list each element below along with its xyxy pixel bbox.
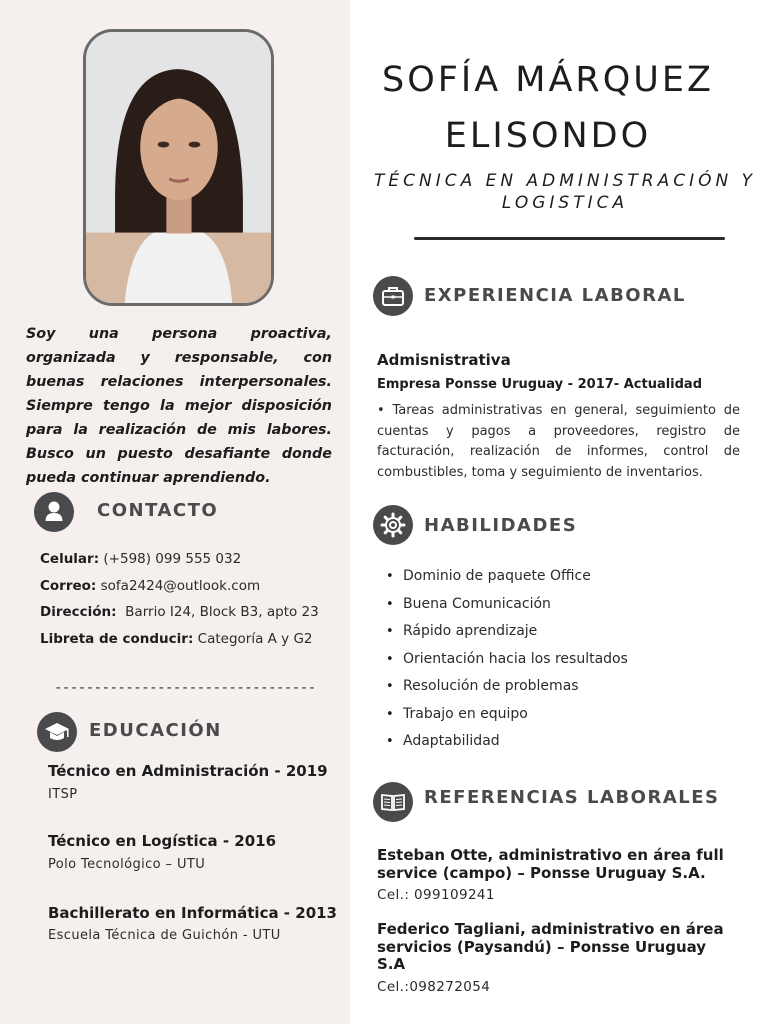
reference-phone: Cel.: 099109241 (377, 887, 495, 903)
reference-name: Federico Tagliani, administrativo en área servicios (Paysandú) – Ponsse Uruguay S.A (377, 920, 724, 973)
job-description: • Tareas administrativas en general, seguimiento de cuentas y pagos a proveedores, registro de facturación, realización de informes, control de combustibles, toma y seguimiento de inventarios. (377, 403, 740, 480)
profile-photo (83, 29, 274, 306)
list-item: • Buena Comunicación (386, 591, 628, 619)
candidate-name (350, 52, 746, 164)
job-role (370, 170, 760, 214)
list-item: • Dominio de paquete Office (386, 563, 628, 591)
contact-phone: Celular: (+598) 099 555 032 (40, 551, 242, 567)
reference-name: Esteban Otte, administrativo en área full service (campo) – Ponsse Uruguay S.A. (377, 846, 724, 882)
user-icon (34, 492, 74, 532)
job-company: Empresa Ponsse Uruguay - 2017- Actualidad (377, 377, 703, 392)
gear-icon (373, 505, 413, 545)
education-item-title: Técnico en Logística - 2016 (48, 832, 277, 850)
education-heading: EDUCACIÓN (89, 720, 222, 741)
skills-heading: HABILIDADES (424, 515, 578, 536)
contact-email: Correo: sofa2424@outlook.com (40, 578, 261, 594)
education-item-school: Polo Tecnológico – UTU (48, 857, 206, 872)
job-title: Admisnistrativa (377, 351, 511, 369)
contact-heading: CONTACTO (97, 500, 219, 521)
reference-phone: Cel.:098272054 (377, 979, 491, 995)
briefcase-icon (373, 276, 413, 316)
header-rule (414, 237, 725, 240)
education-item-title: Técnico en Administración - 2019 (48, 762, 328, 780)
role-line-1: TÉCNICA EN ADMINISTRACIÓN Y (373, 171, 756, 191)
profile-summary: Soy una persona proactiva, organizada y responsable, con buenas relaciones interpersonales. Siempre tengo la mejor disposición para la realización de mis labores. Busco un puesto desafiante donde pueda continuar aprendiendo. (26, 326, 332, 486)
references-heading: REFERENCIAS LABORALES (424, 787, 720, 808)
name-line-2: ELISONDO (444, 116, 652, 156)
list-item: • Resolución de problemas (386, 673, 628, 701)
education-item-school: Escuela Técnica de Guichón - UTU (48, 928, 281, 943)
list-item: • Adaptabilidad (386, 728, 628, 756)
open-book-icon (373, 782, 413, 822)
graduation-cap-icon (37, 712, 77, 752)
list-item: • Orientación hacia los resultados (386, 646, 628, 674)
experience-heading: EXPERIENCIA LABORAL (424, 285, 686, 306)
contact-address: Dirección: Barrio I24, Block B3, apto 23 (40, 604, 319, 620)
section-divider: --------------------------------- (54, 680, 316, 696)
list-item: • Trabajo en equipo (386, 701, 628, 729)
contact-license: Libreta de conducir: Categoría A y G2 (40, 631, 313, 647)
education-item-school: ITSP (48, 787, 78, 802)
education-item-title: Bachillerato en Informática - 2013 (48, 904, 337, 922)
skills-list (386, 563, 628, 756)
name-line-1: SOFÍA MÁRQUEZ (381, 60, 714, 100)
list-item: • Rápido aprendizaje (386, 618, 628, 646)
role-line-2: LOGISTICA (501, 193, 629, 213)
